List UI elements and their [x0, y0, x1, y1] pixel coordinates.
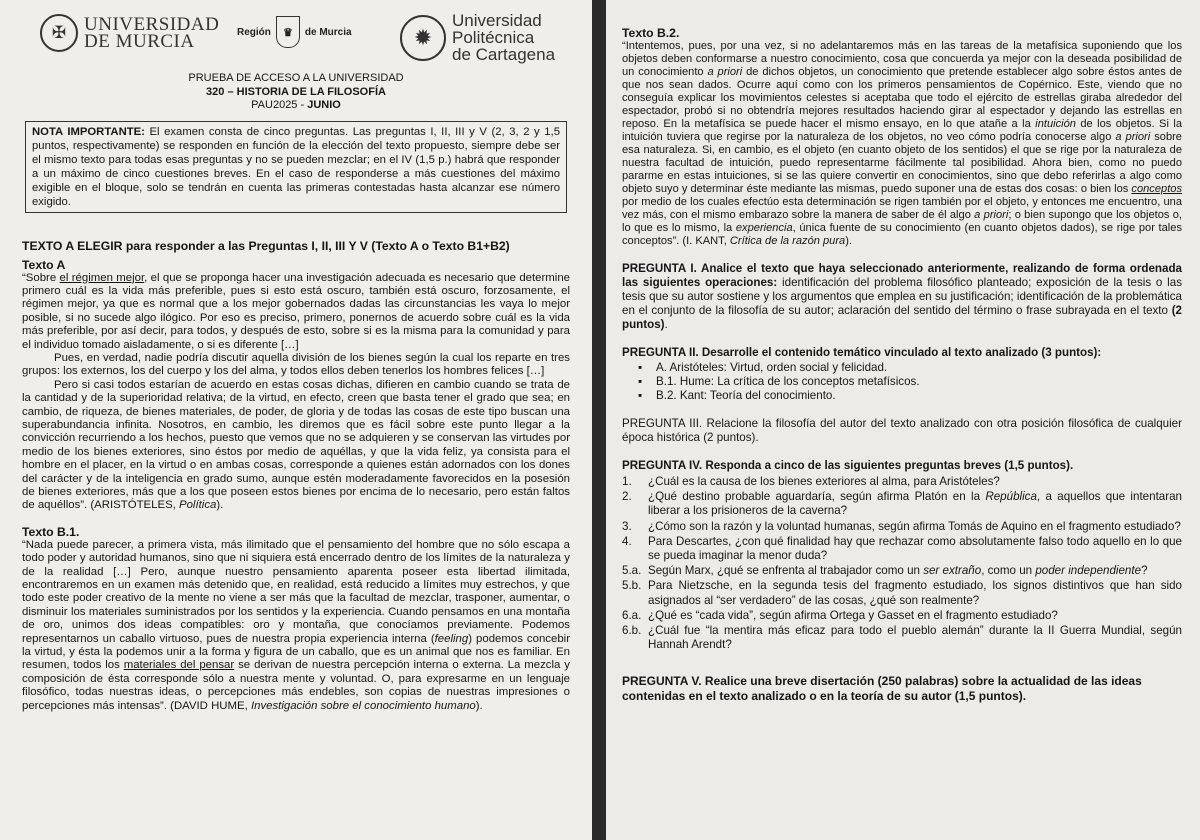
pregunta-2-heading: PREGUNTA II. Desarrolle el contenido temático vinculado al texto analizado (3 puntos):: [622, 346, 1102, 359]
upct-line2: Politécnica: [452, 28, 535, 47]
um-name-line2: DE MURCIA: [84, 31, 195, 52]
pregunta-2-list: [656, 361, 1182, 403]
region-right-text: de Murcia: [304, 26, 352, 38]
underlined-term: el régimen mejor: [59, 271, 145, 284]
section-title: TEXTO A ELEGIR para responder a las Preguntas I, II, III Y V (Texto A o Texto B1+B2): [22, 238, 510, 253]
list-item: 6.a. ¿Qué es “cada vida”, según afirma Ortega y Gasset en el fragmento estudiado?: [622, 608, 1058, 622]
list-item: 5.b. Para Nietzsche, en la segunda tesis del fragmento estudiado, los signos distintivos que han sido asignados al “ser verdadero” de las cosas, ¿qué son realmente?: [622, 579, 1182, 607]
exam-page-left: [0, 0, 592, 840]
texto-a-paragraph-1: “Sobre el régimen mejor, el que se proponga hacer una investigación adecuada es necesario que determine primero cuál es la vida más preferible, pues si esto está oscuro, también está oscuro, forzosamente, el régimen mejor, ya que es normal que a los mejor gobernados dadas las circunstancias les vaya lo mejor posible, si no sucede algo ilógico. Por eso es preciso, primero, ponernos de acuerdo sobre cuál es la vida más preferible, por así decir, para todos, y después de esto, sobre si es la misma para la comunidad y para el individuo tomado aisladamente, o si es diferente […]: [22, 271, 570, 351]
universidad-murcia-logo: [40, 14, 219, 52]
exam-header-line3a: PAU2025 -: [251, 99, 308, 111]
pregunta-1-heading: PREGUNTA I. Analice el texto que haya seleccionado anteriormente, realizando de forma ordenada las siguientes operaciones:: [622, 262, 1182, 289]
region-crest-icon: ♛: [276, 16, 300, 48]
pregunta-3-heading: PREGUNTA III. Relacione la filosofía del autor del texto analizado con otra posición filosófica de cualquier época histórica (2 puntos).: [622, 417, 1182, 444]
list-item: 2. ¿Qué destino probable aguardaría, según afirma Platón en la República, a aquellos que intentaran liberar a los prisioneros de la caverna?: [622, 490, 1183, 518]
upct-logo: [400, 12, 555, 63]
underlined-term: conceptos: [1131, 183, 1182, 195]
list-item: ▪ B.2. Kant: Teoría del conocimiento.: [656, 389, 1182, 403]
pregunta-4-heading: PREGUNTA IV. Responda a cinco de las siguientes preguntas breves (1,5 puntos).: [622, 459, 1074, 472]
upct-star-icon: ✹: [400, 15, 446, 61]
note-text: El examen consta de cinco preguntas. Las preguntas I, II, III y V (2, 3, 2 y 1,5 puntos, respectivamente) se responden en función de la elección del texto propuesto, siempre debe ser el mismo texto para todas esas preguntas y no se pueden mezclar; en el IV (1,5 p.) habrá que responder a un máximo de cinco cuestiones breves. En el caso de responderse a más cuestiones del máximo exigible en el bloque, solo se tendrán en cuenta las primeras contestadas hasta alcanzar ese número exigido.: [32, 125, 560, 208]
um-name-line1: UNIVERSIDAD: [84, 14, 220, 35]
important-note-box: [25, 121, 567, 213]
texto-b1-paragraph: “Nada puede parecer, a primera vista, más ilimitado que el pensamiento del hombre que no sólo escapa a todo poder y autoridad humanos, sino que ni siquiera está encerrado dentro de los límites de la naturaleza y de la realidad […] Pero, aunque nuestro pensamiento aparenta poseer esta libertad ilimitada, encontraremos en un examen más detenido que, en realidad, está reducido a límites muy estrechos, y que todo este poder creativo de la mente no viene a ser más que la facultad de mezclar, trasponer, aumentar, o disminuir los materiales suministrados por los sentidos y la experiencia. Cuando pensamos en una montaña de oro, unimos dos ideas compatibles: oro y montaña, que conocíamos previamente. Podemos representarnos un caballo virtuoso, pues de nuestra propia experiencia interna (feeling) podemos concebir la virtud, y ésta la podemos unir a la forma y figura de un caballo, que es un animal que nos es familiar. En resumen, todos los materiales del pensar se derivan de nuestra percepción interna o externa. La mezcla y composición de ésta corresponde sólo a nuestra mente y voluntad. O, para expresarme en un lenguaje filosófico, todas nuestras ideas, o percepciones más endebles, son copias de nuestras impresiones o percepciones más intensas”. (DAVID HUME, Investigación sobre el conocimiento humano).: [22, 538, 571, 712]
um-seal-icon: ✠: [40, 14, 78, 52]
list-item: ▪ B.1. Hume: La crítica de los conceptos metafísicos.: [656, 375, 1182, 389]
logo-bar: [22, 12, 570, 70]
list-item: 5.a. Según Marx, ¿qué se enfrenta al trabajador como un ser extraño, como un poder independiente?: [622, 564, 1148, 578]
exam-page-right: [606, 0, 1200, 840]
list-item: 1. ¿Cuál es la causa de los bienes exteriores al alma, para Aristóteles?: [622, 475, 1000, 488]
upct-line3: de Cartagena: [452, 45, 556, 64]
list-item: 4. Para Descartes, ¿con qué finalidad hay que rechazar como absolutamente falso todo aquello en lo que se pueda imaginar la menor duda?: [622, 534, 1182, 563]
texto-b1-source: Investigación sobre el conocimiento humano: [250, 699, 476, 712]
exam-header-line1: PRUEBA DE ACCESO A LA UNIVERSIDAD: [188, 72, 404, 84]
texto-a-paragraph-2: Pues, en verdad, nadie podría discutir aquella división de los bienes según la cual los reparte en tres grupos: los externos, los del cuerpo y los del alma, y todos ellos deben tenerlos los hombres felices […]: [22, 351, 570, 378]
texto-b2-label: Texto B.2.: [622, 26, 680, 40]
note-label: NOTA IMPORTANTE:: [32, 125, 145, 138]
list-item: 3. ¿Cómo son la razón y la voluntad humanas, según afirma Tomás de Aquino en el fragmento estudiado?: [622, 519, 1181, 533]
exam-header: [22, 72, 570, 113]
pregunta-2: [622, 346, 1182, 403]
texto-a-label: Texto A: [22, 257, 66, 272]
texto-b2-source: Crítica de la razón pura: [729, 235, 846, 247]
texto-a-source: Política: [179, 499, 217, 512]
pregunta-4-list: [622, 475, 1182, 652]
list-item: 6.b. ¿Cuál fue “la mentira más eficaz para todo el pueblo alemán” durante la II Guerra Mundial, según Hannah Arendt?: [622, 624, 1182, 652]
underlined-term: materiales del pensar: [123, 659, 235, 672]
pregunta-1: PREGUNTA I. Analice el texto que haya seleccionado anteriormente, realizando de forma ordenada las siguientes operaciones: identificación del problema filosófico planteado; exposición de la tesis o las tesis que su autor sostiene y los argumentos que emplea en su justificación; identificación de la problemática en el conjunto de la filosofía de su autor; aclaración del sentido del término o frase subrayada en el texto (2 puntos).: [622, 262, 1182, 331]
exam-header-line3b: JUNIO: [307, 99, 341, 111]
region-murcia-logo: [237, 16, 352, 48]
upct-line1: Universidad: [452, 11, 542, 30]
texto-b1-label: Texto B.1.: [22, 524, 80, 539]
texto-a-paragraph-3: Pero si casi todos estarían de acuerdo en estas cosas dichas, difieren en cambio cuando se trata de la cantidad y de la superioridad relativa; de la virtud, en efecto, creen que basta tener el grado que sea; en cambio, de riqueza, de bienes materiales, de poder, de gloria y de todas las cosas de este tipo buscan una superabundancia infinita. Nosotros, en cambio, les diremos que es fácil sobre este punto llegar a la convicción recurriendo a los hechos, puesto que vemos que no se adquieren y se conservan las virtudes por medio de los bienes exteriores, sino éstos por medio de aquéllas, y que la vida feliz, ya consista para el hombre en el placer, en la virtud o en ambas cosas, corresponde a quienes están adornados con los dones del carácter y de la inteligencia en grado sumo, aunque estén moderadamente favorecidos en la posesión de bienes exteriores, más que a los que poseen estos bienes por encima de lo necesario, pero están faltos de aquéllos”. (ARISTÓTELES, Política).: [22, 378, 570, 512]
exam-header-line2: 320 – HISTORIA DE LA FILOSOFÍA: [206, 85, 386, 98]
region-left-text: Región: [237, 26, 271, 38]
pregunta-4: [622, 459, 1182, 652]
list-item: ▪ A. Aristóteles: Virtud, orden social y felicidad.: [656, 361, 1182, 375]
pregunta-5-heading: PREGUNTA V. Realice una breve disertación (250 palabras) sobre la actualidad de las ideas contenidas en el texto analizado o en la teoría de su autor (1,5 puntos).: [622, 674, 1142, 704]
texto-b2-paragraph: “Intentemos, pues, por una vez, si no adelantaremos más en las tareas de la metafísica suponiendo que los objetos deben conformarse a nuestro conocimiento, cosa que concuerda ya mejor con la deseada posibilidad de un conocimiento a priori de dichos objetos, un conocimiento que pretende establecer algo sobre éstos antes de que nos sean dados. Ocurre aquí como con los primeros pensamientos de Copérnico. Este, viendo que no conseguía explicar los movimientos celestes si aceptaba que todo el ejército de estrellas giraba alrededor del espectador, probó si no obtendría mejores resultados haciendo girar al espectador y dejando las estrellas en reposo. En la metafísica se puede hacer el mismo ensayo, en lo que atañe a la intuición de los objetos. Si la intuición tuviera que regirse por la naturaleza de los objetos, no veo cómo podría conocerse algo a priori sobre esa naturaleza. Si, en cambio, es el objeto (en cuanto objeto de los sentidos) el que se rige por la naturaleza de nuestra facultad de intuición, puedo representarme fácilmente tal posibilidad. Ahora bien, como no puedo pararme en estas intuiciones, si se las quiere convertir en conocimientos, sino que debo referirlas a algo como objeto suyo y determinar éste mediante las mismas, puedo suponer una de estas dos cosas: o bien los conceptos por medio de los cuales efectúo esta determinación se rigen también por el objeto, y entonces me encuentro, una vez más, con el mismo embarazo sobre la manera de saber de él algo a priori; o bien supongo que los objetos o, lo que es lo mismo, la experiencia, única fuente de su conocimiento (en cuanto objetos dados), se rige por tales conceptos”. (I. KANT, Crítica de la razón pura).: [622, 40, 1183, 247]
